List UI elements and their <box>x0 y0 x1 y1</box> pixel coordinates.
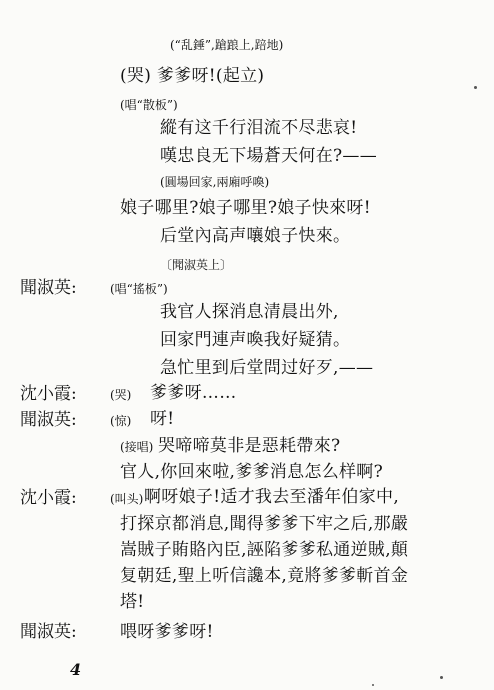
dialogue-line: 喂呀爹爹呀! <box>120 622 214 642</box>
stage-direction: (“乱錘”,蹌踉上,踣地) <box>170 38 284 52</box>
sung-line: 后堂內高声嚷娘子快來。 <box>160 226 351 246</box>
sung-line: 哭啼啼莫非是惡耗帶來? <box>158 436 341 456</box>
scan-speck <box>440 676 443 679</box>
dialogue-line: 打探京都消息,聞得爹爹下牢之后,那嚴 <box>120 514 409 534</box>
stage-direction: 〔聞淑英上〕 <box>160 258 233 272</box>
sung-line: 縱有这千行泪流不尽悲哀! <box>160 118 358 138</box>
sung-line: 娘子哪里?娘子哪里?娘子快來呀! <box>120 198 371 218</box>
acting-cue: (哭) <box>110 388 132 402</box>
scan-speck <box>474 86 477 89</box>
dialogue-line: 官人,你回來啦,爹爹消息怎么样啊? <box>120 462 384 482</box>
speaker-name: 沈小霞: <box>20 488 77 508</box>
dialogue-line: 复朝廷,聖上听信讒本,竟將爹爹斬首金 <box>120 566 409 586</box>
speaker-name: 聞淑英: <box>20 410 77 430</box>
dialogue-line: 啊呀娘子!适才我去至潘年伯家中, <box>144 487 400 507</box>
speaker-name: 聞淑英: <box>20 278 77 298</box>
dialogue-line: 嵩賊子賄賂內臣,誣陷爹爹私通逆賊,顛 <box>120 540 409 560</box>
singing-cue: (唱“散板”) <box>120 98 178 112</box>
sung-line: 我官人探消息清晨出外, <box>160 302 339 322</box>
stage-direction: (圓場回家,兩廂呼喚) <box>160 175 270 189</box>
page-number: 4 <box>70 660 82 679</box>
dialogue-line: 呀! <box>150 409 175 429</box>
singing-cue: (接唱) <box>120 440 154 454</box>
speaker-name: 聞淑英: <box>20 622 77 642</box>
acting-cue: (惊) <box>110 414 132 428</box>
sung-line: 嘆忠良无下場蒼天何在?—— <box>160 146 378 166</box>
dialogue-line: (哭) 爹爹呀!(起立) <box>120 66 265 86</box>
dialogue-line: 爹爹呀…… <box>150 383 237 403</box>
singing-cue: (唱“搖板”) <box>110 282 168 296</box>
dialogue-line: 塔! <box>120 592 145 612</box>
sung-line: 急忙里到后堂問过好歹,—— <box>160 358 374 378</box>
scan-speck <box>372 684 374 686</box>
sung-line: 回家門連声喚我好疑猜。 <box>160 330 351 350</box>
acting-cue: (叫头) <box>110 492 144 506</box>
speaker-name: 沈小霞: <box>20 384 77 404</box>
